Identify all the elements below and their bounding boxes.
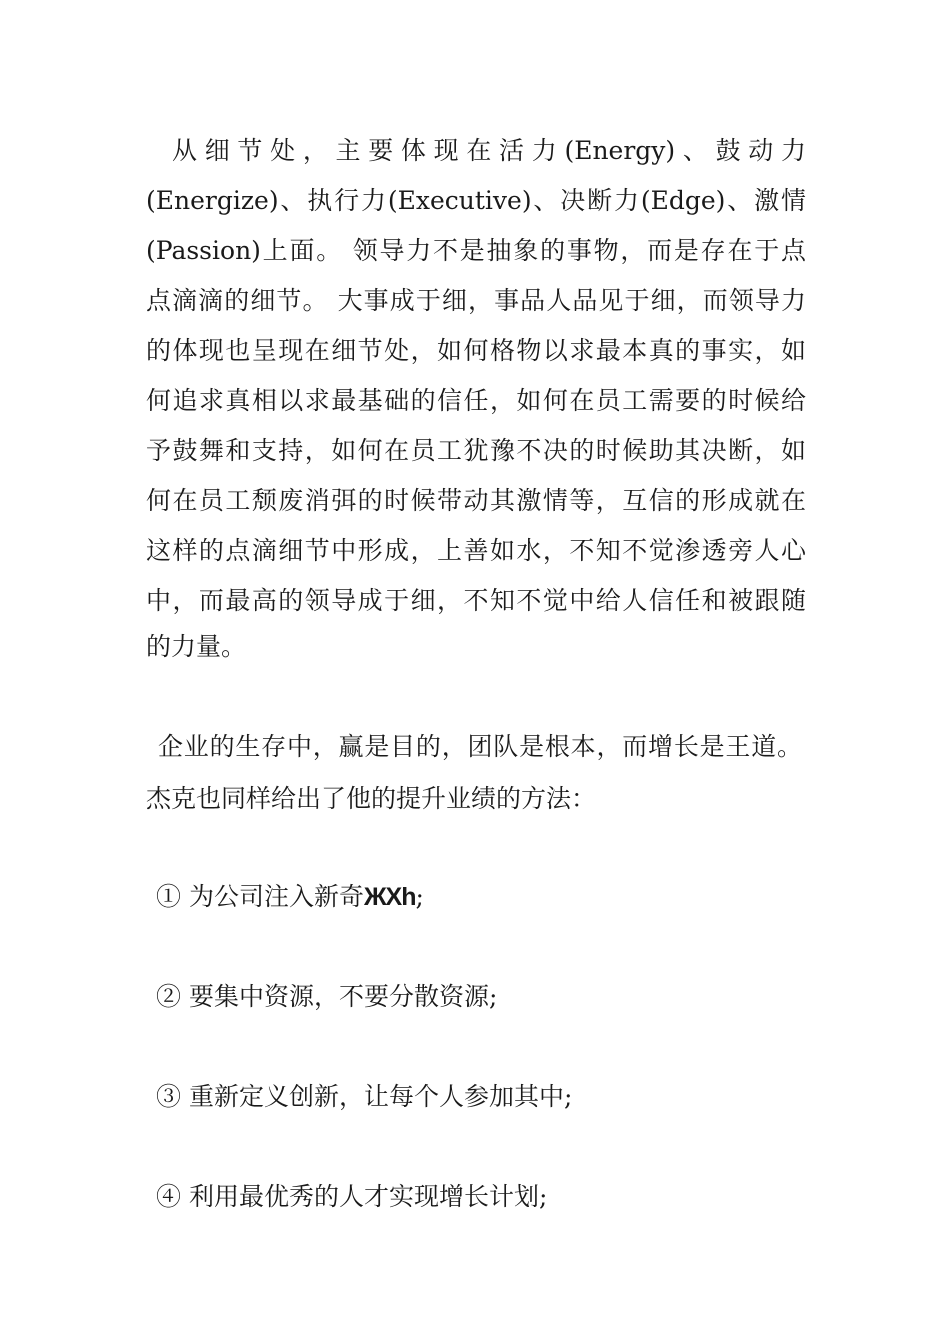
list-item-1 [156,882,796,912]
paragraph-2-line-1: 企业的生存中，赢是目的，团队是根本，而增长是王道。 [158,732,802,761]
garbled-text: ЖXh [363,883,416,911]
paragraph-1-line-6: 何追求真相以求最基础的信任，如何在员工需要的时候给 [146,386,806,415]
paragraph-1-line-8: 何在员工颓废消弭的时候带动其激情等，互信的形成就在 [146,486,806,515]
paragraph-1-line-10: 中，而最高的领导成于细，不知不觉中给人信任和被跟随 [146,586,806,615]
paragraph-1-line-9: 这样的点滴细节中形成，上善如水，不知不觉渗透旁人心 [146,536,806,565]
paragraph-1-line-11: 的力量。 [146,632,247,661]
paragraph-1-line-5: 的体现也呈现在细节处，如何格物以求最本真的事实，如 [146,336,806,365]
paragraph-1-line-1: 从细节处，主要体现在活力(Energy)、鼓动力 [172,136,806,165]
paragraph-2-line-2: 杰克也同样给出了他的提升业绩的方法： [146,784,597,813]
paragraph-1-line-3: (Passion)上面。 领导力不是抽象的事物，而是存在于点 [146,236,806,265]
list-item-3: ③ 重新定义创新，让每个人参加其中; [156,1082,573,1111]
list-item-1-text: ① 为公司注入新奇 [156,882,364,911]
list-item-4: ④ 利用最优秀的人才实现增长计划; [156,1182,548,1211]
paragraph-1-line-4: 点滴滴的细节。 大事成于细，事品人品见于细，而领导力 [146,286,806,315]
list-item-1-end: ; [415,882,424,911]
list-item-2: ② 要集中资源，不要分散资源; [156,982,498,1011]
paragraph-1-line-2: (Energize)、执行力(Executive)、决断力(Edge)、激情 [146,186,806,215]
paragraph-1-line-7: 予鼓舞和支持，如何在员工犹豫不决的时候助其决断，如 [146,436,806,465]
